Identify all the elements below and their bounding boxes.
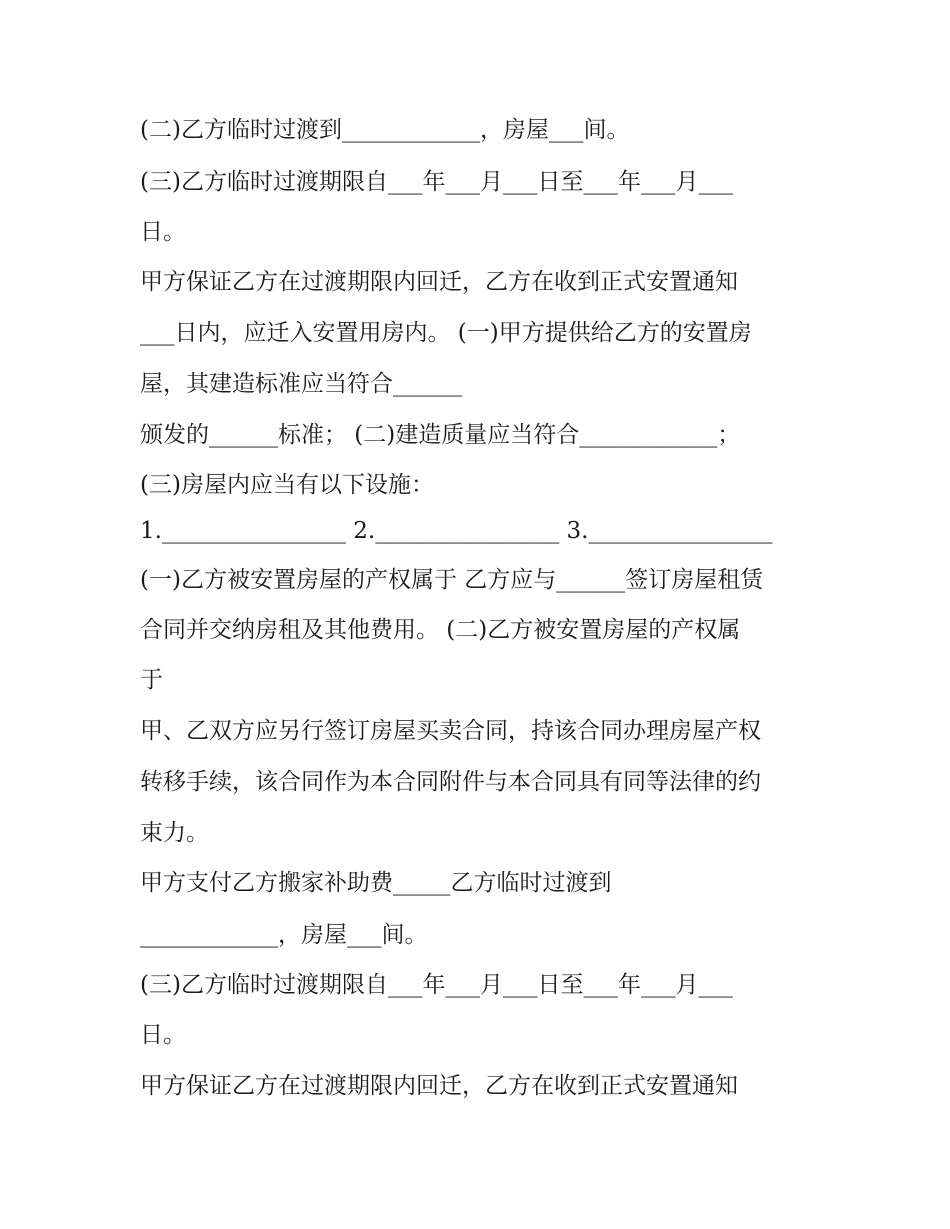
paragraph-line-12: 于 bbox=[140, 667, 163, 693]
paragraph-line-20: 甲方保证乙方在过渡期限内回迁，乙方在收到正式安置通知 bbox=[140, 1073, 738, 1099]
paragraph-line-2: (三)乙方临时过渡期限自___年___月___日至___年___月___ bbox=[140, 169, 733, 195]
paragraph-line-1: (二)乙方临时过渡到____________，房屋___间。 bbox=[140, 117, 630, 143]
paragraph-line-18: (三)乙方临时过渡期限自___年___月___日至___年___月___ bbox=[140, 972, 733, 998]
paragraph-line-15: 束力。 bbox=[140, 820, 209, 846]
paragraph-line-4: 甲方保证乙方在过渡期限内回迁，乙方在收到正式安置通知 bbox=[140, 269, 738, 295]
paragraph-line-17: ____________，房屋___间。 bbox=[140, 922, 428, 948]
paragraph-line-13: 甲、乙双方应另行签订房屋买卖合同，持该合同办理房屋产权 bbox=[140, 718, 761, 744]
paragraph-line-8: (三)房屋内应当有以下设施： bbox=[140, 472, 434, 498]
paragraph-line-3: 日。 bbox=[140, 219, 186, 245]
paragraph-line-6: 屋，其建造标准应当符合______ bbox=[140, 371, 462, 397]
paragraph-line-10: (一)乙方被安置房屋的产权属于 乙方应与______签订房屋租赁 bbox=[140, 567, 764, 593]
facilities-list-line: 1.________________ 2.________________ 3.________________ bbox=[140, 518, 773, 544]
paragraph-line-11: 合同并交纳房租及其他费用。 (二)乙方被安置房屋的产权属 bbox=[140, 617, 741, 643]
paragraph-line-19: 日。 bbox=[140, 1022, 186, 1048]
paragraph-line-16: 甲方支付乙方搬家补助费_____乙方临时过渡到 bbox=[140, 870, 612, 896]
paragraph-line-7: 颁发的______标准； (二)建造质量应当符合____________； bbox=[140, 422, 741, 448]
paragraph-line-5: ___日内，应迁入安置用房内。 (一)甲方提供给乙方的安置房 bbox=[140, 320, 752, 346]
paragraph-line-14: 转移手续，该合同作为本合同附件与本合同具有同等法律的约 bbox=[140, 769, 761, 795]
